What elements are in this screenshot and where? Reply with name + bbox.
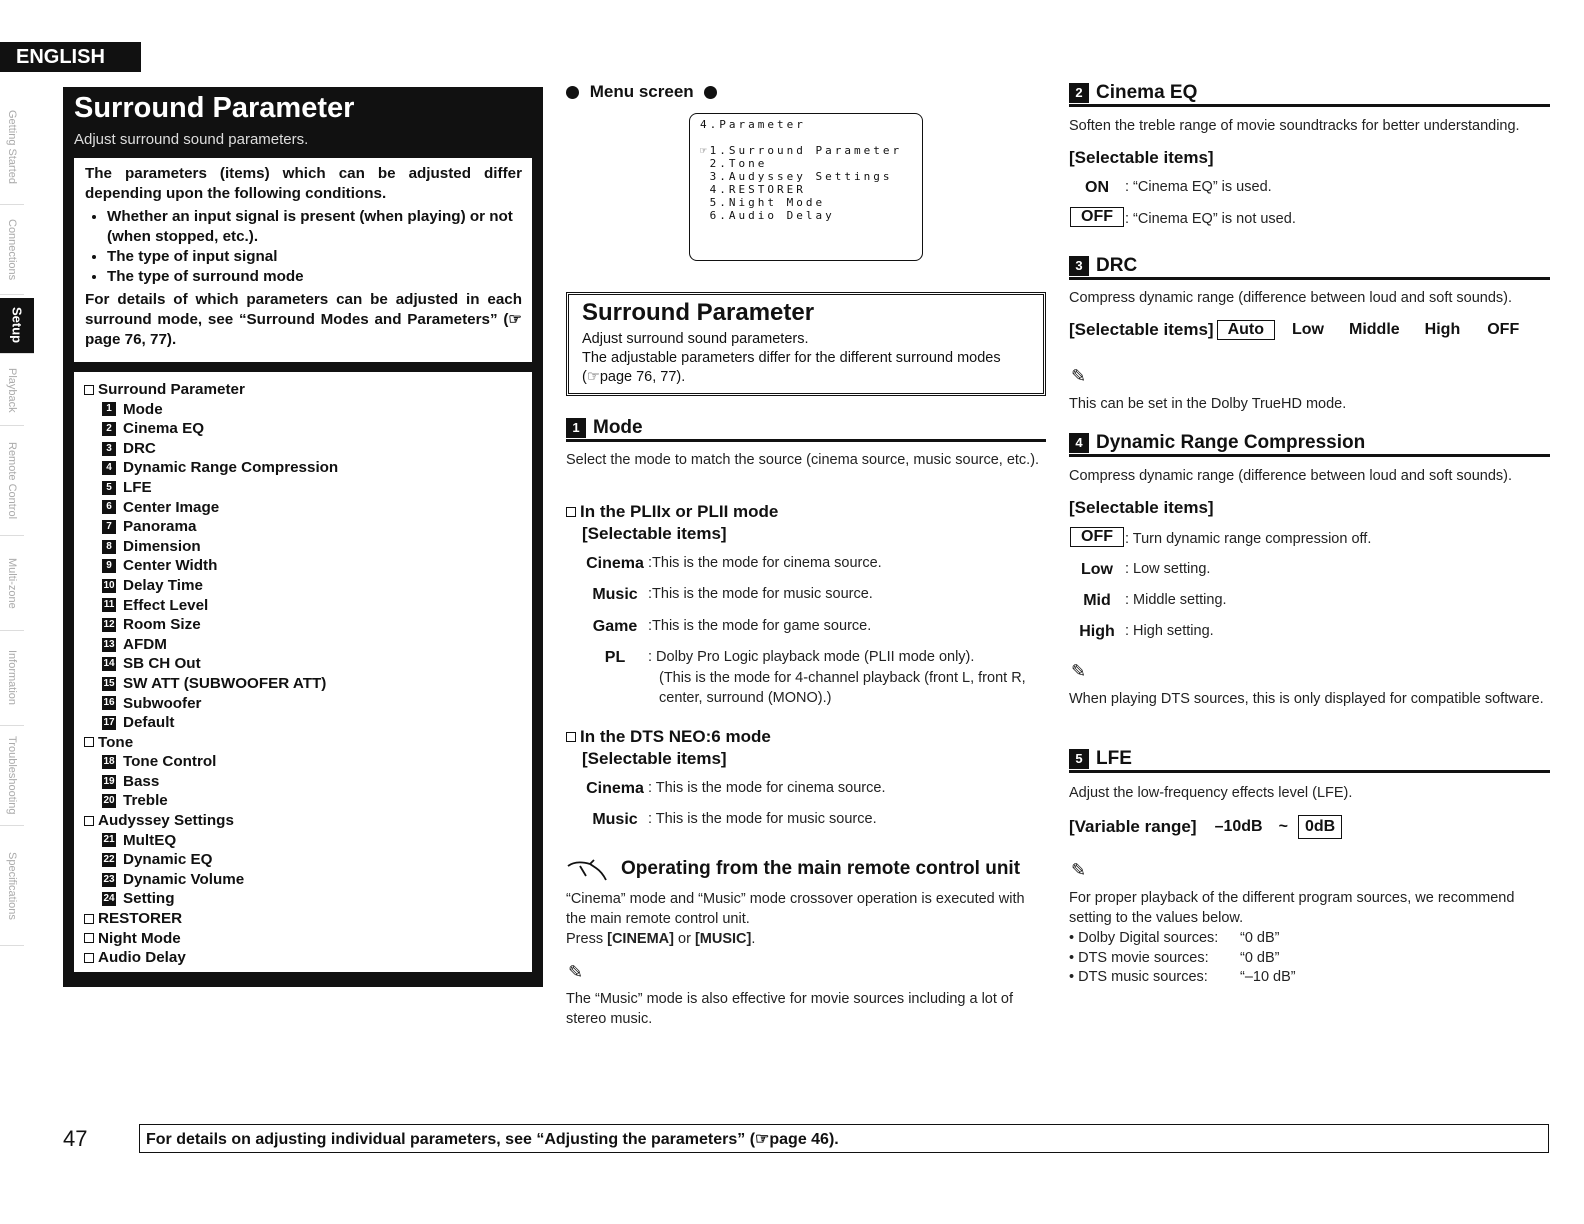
drc-title: DRC <box>1096 255 1138 276</box>
item-number: 17 <box>103 716 115 728</box>
option-key: Music <box>592 586 638 603</box>
checkbox-square-icon <box>566 732 576 742</box>
toc-item[interactable] <box>84 556 532 576</box>
drc-selectable: [Selectable items] <box>1069 320 1214 339</box>
option-value: :This is the mode for game source. <box>648 618 872 634</box>
toc-group-label: Surround Parameter <box>98 381 245 398</box>
nav-specifications[interactable]: Specifications <box>0 826 24 946</box>
menu-screen-heading <box>566 82 717 102</box>
remote-desc: “Cinema” mode and “Music” mode crossover operation is executed with the main remote control unit. <box>566 891 1025 927</box>
menu-screen-label: Menu screen <box>589 82 694 101</box>
toc-item-label: Effect Level <box>123 596 209 614</box>
lfe-range-label: [Variable range] <box>1069 817 1197 836</box>
nav-connections[interactable]: Connections <box>0 205 24 295</box>
item-number: 10 <box>103 579 115 591</box>
cinema-eq-desc: Soften the treble range of movie soundtracks for better understanding. <box>1069 118 1520 134</box>
toc-group-label: Tone <box>98 733 134 751</box>
page-number: 47 <box>63 1126 88 1151</box>
option-key: PL <box>604 649 626 666</box>
side-nav <box>0 90 24 960</box>
condition-item: • The type of surround mode <box>107 267 522 287</box>
pl-note: (This is the mode for 4-channel playback (front L, front R, center, surround (MONO).) <box>659 670 1026 706</box>
item-number: 5 <box>102 481 116 495</box>
checkbox-square-icon <box>84 816 94 826</box>
toc-item-label: Bass <box>123 772 160 790</box>
toc-item-label: Dynamic EQ <box>123 851 213 869</box>
toc-item[interactable] <box>84 870 532 890</box>
pl-mode-label: In the PLIIx or PLII mode <box>580 502 779 521</box>
option-key: High <box>1079 623 1115 640</box>
rec-value: “0 dB” <box>1240 949 1280 966</box>
item-number: 15 <box>103 677 115 689</box>
lfe-title: LFE <box>1096 748 1132 769</box>
toc-group-label: RESTORER <box>98 910 183 928</box>
nav-troubleshooting[interactable]: Troubleshooting <box>0 726 24 826</box>
lfe-note: For proper playback of the different program sources, we recommend setting to the values below. <box>1069 890 1515 926</box>
option-key: Game <box>592 618 638 635</box>
item-number: 7 <box>102 520 116 534</box>
option-value: : “Cinema EQ” is not used. <box>1125 211 1296 227</box>
toc-item[interactable] <box>84 635 532 655</box>
toc-item[interactable] <box>84 850 532 870</box>
item-number: 19 <box>103 775 115 787</box>
option-value: : “Cinema EQ” is used. <box>1125 179 1272 195</box>
toc-item-label: Cinema EQ <box>123 420 205 438</box>
option-value: : Middle setting. <box>1125 592 1227 608</box>
option-key-default: OFF <box>1070 527 1124 547</box>
pl-mode-heading <box>566 502 778 522</box>
toc-item[interactable] <box>84 654 532 674</box>
dyn-range-desc: Compress dynamic range (difference between loud and soft sounds). <box>1069 468 1513 484</box>
rec-row <box>1069 968 1296 988</box>
item-number: 23 <box>103 873 115 885</box>
drc-option-auto: Auto <box>1217 320 1275 340</box>
toc-item[interactable] <box>84 478 532 498</box>
item-number: 4 <box>102 461 116 475</box>
menu-screen <box>689 113 923 261</box>
screen-line[interactable]: 2.Tone <box>700 157 768 170</box>
item-number: 22 <box>103 854 115 866</box>
item-number: 13 <box>103 638 115 650</box>
conditions-box <box>74 158 532 362</box>
lfe-range <box>1069 815 1342 839</box>
option-value: : Low setting. <box>1125 561 1211 577</box>
conditions-intro: The parameters (items) which can be adjusted differ depending upon the following conditions. <box>85 165 522 202</box>
drc-heading <box>1069 255 1550 280</box>
condition-item: • The type of input signal <box>107 247 522 267</box>
toc-item[interactable] <box>84 517 532 537</box>
dyn-range-mid <box>1069 592 1227 610</box>
sp-line: (☞page 76, 77). <box>582 369 686 385</box>
rec-row <box>1069 949 1296 969</box>
note-pencil-icon: ✎ <box>1071 860 1087 880</box>
screen-line: 4.Parameter <box>700 118 806 131</box>
option-key: Mid <box>1083 592 1111 609</box>
toc-item-label: AFDM <box>123 635 167 653</box>
toc-item-label: Delay Time <box>123 576 203 594</box>
toc-item[interactable] <box>84 694 532 714</box>
sp-title: Surround Parameter <box>582 299 815 326</box>
drc-desc: Compress dynamic range (difference between loud and soft sounds). <box>1069 290 1513 306</box>
toc-item-label: Dimension <box>123 537 201 555</box>
item-number: 8 <box>102 540 116 554</box>
lfe-min: –10dB <box>1214 818 1263 835</box>
toc-group[interactable] <box>84 380 532 400</box>
toc-group[interactable] <box>84 948 532 968</box>
item-number: 12 <box>103 618 115 630</box>
option-key: Cinema <box>586 780 644 797</box>
toc-item[interactable] <box>84 458 532 478</box>
dyn-range-low <box>1069 561 1210 579</box>
remote-heading <box>566 856 1020 882</box>
dts-mode-heading <box>566 727 771 747</box>
section-number: 3 <box>1069 256 1089 276</box>
option-key-default: OFF <box>1070 207 1124 227</box>
footer-note: For details on adjusting individual parameters, see “Adjusting the parameters” (☞page 46). <box>139 1124 1549 1153</box>
dyn-range-note: When playing DTS sources, this is only displayed for compatible software. <box>1069 691 1544 707</box>
toc-group-label: Night Mode <box>98 929 181 947</box>
toc-item-label: Tone Control <box>123 753 217 771</box>
note-pencil-icon: ✎ <box>1071 661 1087 681</box>
toc-item[interactable] <box>84 772 532 792</box>
rec-key: • Dolby Digital sources: <box>1069 930 1219 946</box>
toc-item-label: Panorama <box>123 518 197 536</box>
toc-item[interactable] <box>84 831 532 851</box>
lfe-heading <box>1069 748 1550 773</box>
option-value: :This is the mode for cinema source. <box>648 555 882 571</box>
item-number: 11 <box>103 599 115 611</box>
mode-title: Mode <box>593 417 643 438</box>
rec-row <box>1069 929 1296 949</box>
screen-line[interactable]: 3.Audyssey Settings <box>700 170 893 183</box>
pl-option-music <box>582 586 873 604</box>
section-number: 2 <box>1069 83 1089 103</box>
sp-line: Adjust surround sound parameters. <box>582 331 809 347</box>
screen-line[interactable]: 5.Night Mode <box>700 196 826 209</box>
conditions-list <box>85 207 522 287</box>
drc-option-high: High <box>1424 321 1461 338</box>
item-number: 14 <box>103 658 115 670</box>
toc-item-label: Dynamic Volume <box>123 870 245 888</box>
screen-line[interactable]: 4.RESTORER <box>700 183 806 196</box>
section-number: 5 <box>1069 749 1089 769</box>
lfe-desc: Adjust the low-frequency effects level (LFE). <box>1069 785 1353 801</box>
toc-item[interactable] <box>84 752 532 772</box>
drc-option-low: Low <box>1292 321 1324 338</box>
option-key: Cinema <box>586 555 644 572</box>
dts-option-cinema <box>582 780 885 798</box>
conditions-outro: For details of which parameters can be adjusted in each surround mode, see “Surround Modes and Parameters” (☞page 76, 77). <box>85 291 522 348</box>
toc-item-label: Center Width <box>123 557 218 575</box>
toc-item[interactable] <box>84 439 532 459</box>
screen-line[interactable]: ☞1.Surround Parameter <box>700 144 903 157</box>
screen-line <box>700 131 922 144</box>
option-value: : This is the mode for cinema source. <box>648 780 886 796</box>
item-number: 2 <box>102 422 116 436</box>
lfe-max-default: 0dB <box>1298 815 1342 839</box>
item-number: 6 <box>102 500 116 514</box>
cinema-eq-on <box>1069 179 1272 197</box>
item-number: 24 <box>103 893 115 905</box>
item-number: 20 <box>103 795 115 807</box>
toc-group[interactable] <box>84 909 532 929</box>
item-number: 21 <box>103 834 115 846</box>
toc-group[interactable] <box>84 733 532 753</box>
or-text: or <box>678 931 691 947</box>
pl-selectable: [Selectable items] <box>582 524 727 543</box>
toc-item-label: SW ATT (SUBWOOFER ATT) <box>123 674 327 692</box>
item-number: 18 <box>103 756 115 768</box>
cinema-eq-selectable: [Selectable items] <box>1069 148 1214 167</box>
option-value: : High setting. <box>1125 623 1214 639</box>
rec-key: • DTS movie sources: <box>1069 949 1209 966</box>
cinema-eq-heading <box>1069 82 1550 107</box>
checkbox-square-icon <box>84 737 94 747</box>
press-text: Press <box>566 931 604 947</box>
bullet-dot-icon <box>566 86 579 99</box>
remote-press-line: Press [CINEMA] or [MUSIC]. <box>566 931 756 947</box>
option-key: Low <box>1081 561 1113 578</box>
item-number: 9 <box>102 559 116 573</box>
option-value: :This is the mode for music source. <box>648 586 873 602</box>
rec-key: • DTS music sources: <box>1069 969 1208 985</box>
toc-group[interactable] <box>84 929 532 949</box>
option-value: : Turn dynamic range compression off. <box>1125 531 1372 547</box>
lfe-recs <box>1069 929 1296 988</box>
cinema-key: [CINEMA] <box>607 931 674 947</box>
toc-item[interactable] <box>84 400 532 420</box>
toc-item-label: Subwoofer <box>123 694 202 712</box>
dts-selectable: [Selectable items] <box>582 749 727 768</box>
drc-options <box>1069 320 1519 340</box>
toc-item-label: Center Image <box>123 498 220 516</box>
cinema-eq-off <box>1069 207 1296 227</box>
screen-line[interactable]: 6.Audio Delay <box>700 209 835 222</box>
drc-option-off: OFF <box>1487 321 1520 338</box>
toc-item[interactable] <box>84 419 532 439</box>
remote-hand-icon <box>566 856 608 882</box>
dyn-range-title: Dynamic Range Compression <box>1096 432 1366 453</box>
note-pencil-icon: ✎ <box>568 962 584 982</box>
rec-value: “–10 dB” <box>1240 969 1296 985</box>
toc-item-label: LFE <box>123 478 152 496</box>
item-number: 3 <box>102 442 116 456</box>
condition-item: • Whether an input signal is present (when playing) or not (when stopped, etc.). <box>107 207 522 247</box>
item-number: 1 <box>102 402 116 416</box>
toc-item-label: Treble <box>123 792 168 810</box>
checkbox-square-icon <box>84 385 94 395</box>
rec-value: “0 dB” <box>1240 930 1280 946</box>
music-key: [MUSIC] <box>694 931 752 947</box>
toc-group[interactable] <box>84 811 532 831</box>
nav-information[interactable]: Information <box>0 631 24 726</box>
option-key: Music <box>592 811 638 828</box>
sp-line: The adjustable parameters differ for the different surround modes <box>582 350 1001 366</box>
toc-item-label: Default <box>123 714 175 732</box>
toc-box <box>74 372 532 972</box>
toc-item[interactable] <box>84 889 532 909</box>
toc-item[interactable] <box>84 713 532 733</box>
dyn-range-off <box>1069 527 1371 547</box>
option-key: ON <box>1085 179 1109 196</box>
toc-item[interactable] <box>84 498 532 518</box>
dts-mode-label: In the DTS NEO:6 mode <box>580 727 771 746</box>
drc-note: This can be set in the Dolby TrueHD mode. <box>1069 396 1347 412</box>
left-subtitle: Adjust surround sound parameters. <box>74 131 309 148</box>
dyn-range-selectable: [Selectable items] <box>1069 498 1214 517</box>
checkbox-square-icon <box>84 933 94 943</box>
pl-option-cinema <box>582 555 882 573</box>
mode-desc: Select the mode to match the source (cinema source, music source, etc.). <box>566 452 1040 468</box>
cinema-eq-title: Cinema EQ <box>1096 82 1198 103</box>
option-value: : Dolby Pro Logic playback mode (PLII mode only). <box>648 649 975 665</box>
checkbox-square-icon <box>84 914 94 924</box>
dts-option-music <box>582 811 877 829</box>
note-pencil-icon: ✎ <box>1071 366 1087 386</box>
toc-item-label: Mode <box>123 400 163 418</box>
remote-title: Operating from the main remote control unit <box>621 858 1021 879</box>
nav-multi-zone[interactable]: Multi-zone <box>0 536 24 631</box>
nav-setup[interactable]: Setup <box>0 298 34 354</box>
remote-note: The “Music” mode is also effective for movie sources including a lot of stereo music. <box>566 991 1014 1027</box>
mode-heading <box>566 417 1046 442</box>
checkbox-square-icon <box>566 507 576 517</box>
lfe-tilde: ~ <box>1278 818 1288 835</box>
toc-item-label: Setting <box>123 890 175 908</box>
language-tab: ENGLISH <box>0 42 141 72</box>
drc-option-middle: Middle <box>1349 321 1400 338</box>
nav-getting-started[interactable]: Getting Started <box>0 90 24 205</box>
left-title: Surround Parameter <box>74 92 355 124</box>
checkbox-square-icon <box>84 953 94 963</box>
toc-group-label: Audio Delay <box>98 949 186 967</box>
bullet-dot-icon <box>704 86 717 99</box>
item-number: 16 <box>103 697 115 709</box>
toc-item-label: Room Size <box>123 616 201 634</box>
nav-playback[interactable]: Playback <box>0 356 24 426</box>
toc-item[interactable] <box>84 537 532 557</box>
toc-item-label: DRC <box>123 439 156 457</box>
section-number: 1 <box>566 418 586 438</box>
toc-item-label: MultEQ <box>123 831 177 849</box>
toc-item-label: SB CH Out <box>123 655 201 673</box>
option-value: : This is the mode for music source. <box>648 811 877 827</box>
nav-remote-control[interactable]: Remote Control <box>0 426 24 536</box>
pl-option-game <box>582 618 871 636</box>
toc-item[interactable] <box>84 596 532 616</box>
toc-group-label: Audyssey Settings <box>98 812 234 830</box>
pl-option-pl <box>582 649 974 667</box>
toc-item[interactable] <box>84 674 532 694</box>
toc-item[interactable] <box>84 576 532 596</box>
surround-parameter-box <box>566 292 1046 396</box>
toc-item[interactable] <box>84 791 532 811</box>
dyn-range-heading <box>1069 432 1550 457</box>
toc-item-label: Dynamic Range Compression <box>123 459 339 477</box>
dyn-range-high <box>1069 623 1214 641</box>
section-number: 4 <box>1069 433 1089 453</box>
toc-item[interactable] <box>84 615 532 635</box>
